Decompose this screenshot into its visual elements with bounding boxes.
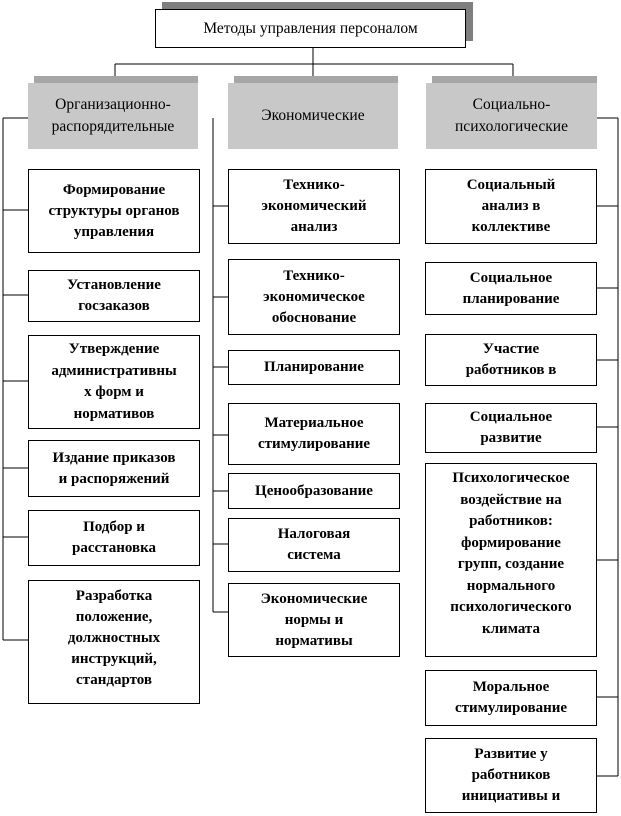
heading-econ: Экономические: [228, 83, 398, 149]
org-item: Издание приказов и распоряжений: [28, 440, 200, 497]
econ-item: Технико- экономическое обоснование: [228, 259, 400, 335]
socpsy-item: Социальное планирование: [425, 262, 597, 315]
org-item: Утверждение административны х форм и нормативов: [28, 335, 200, 429]
econ-item: Технико- экономический анализ: [228, 169, 400, 244]
econ-item: Экономические нормы и нормативы: [228, 583, 400, 657]
econ-item: Материальное стимулирование: [228, 403, 400, 465]
econ-item: Ценообразование: [228, 473, 400, 509]
socpsy-item: Социальный анализ в коллективе: [425, 169, 597, 244]
socpsy-item: Развитие у работников инициативы и: [425, 738, 597, 813]
econ-item: Налоговая система: [228, 518, 400, 572]
socpsy-item: Участие работников в: [425, 334, 597, 386]
socpsy-item: Социальное развитие: [425, 403, 597, 453]
heading-socpsy: Социально- психологические: [426, 83, 597, 149]
socpsy-item: Психологическое воздействие на работников: формирование групп, создание нормального психологического климата: [425, 463, 597, 657]
heading-org: Организационно- распорядительные: [28, 83, 198, 149]
org-item: Установление госзаказов: [28, 270, 200, 322]
org-item: Подбор и расстановка: [28, 510, 200, 566]
org-item: Разработка положение, должностных инструкций, стандартов: [28, 580, 200, 704]
econ-item: Планирование: [228, 350, 400, 385]
socpsy-item: Моральное стимулирование: [425, 670, 597, 726]
org-item: Формирование структуры органов управления: [28, 169, 200, 253]
root-node: Методы управления персоналом: [155, 9, 466, 48]
